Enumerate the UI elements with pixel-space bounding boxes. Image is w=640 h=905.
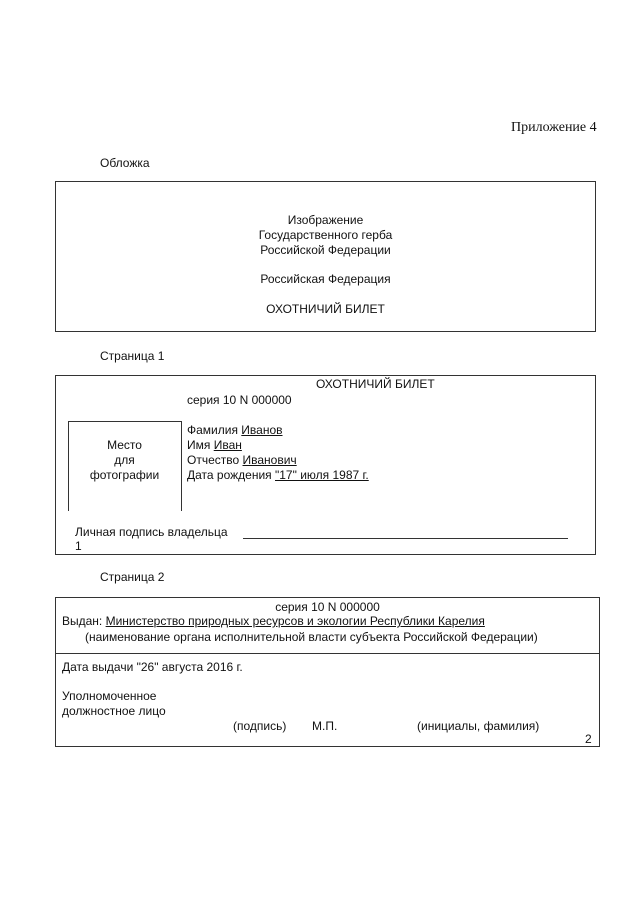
patronymic-value: Иванович [242,453,297,467]
patronymic-label: Отчество [187,453,240,467]
signature-label: Личная подпись владельца [75,525,228,539]
emblem-line-2: Государственного герба [258,228,393,242]
page2-series: серия 10 N 000000 [275,600,380,614]
stamp-caption: М.П. [312,719,338,733]
name-caption: (инициалы, фамилия) [417,719,540,733]
signature-line [243,538,568,539]
name-value: Иван [213,438,242,452]
issued-caption: (наименование органа исполнительной власти субъекта Российской Федерации) [85,630,538,644]
surname-label: Фамилия [187,423,238,437]
official-line-1: Уполномоченное [62,689,157,703]
signature-caption: (подпись) [233,719,287,733]
name-label: Имя [187,438,211,452]
cover-section-label: Обложка [100,156,150,170]
issue-date: Дата выдачи "26" августа 2016 г. [62,660,243,674]
page2-divider [56,653,599,654]
surname-value: Иванов [241,423,283,437]
cover-title: ОХОТНИЧИЙ БИЛЕТ [266,302,385,316]
page1-number: 1 [75,539,82,553]
dob-value: "17" июля 1987 г. [275,468,369,482]
photo-line-2: для [114,453,135,467]
dob-label: Дата рождения [187,468,272,482]
page1-series: серия 10 N 000000 [187,393,292,407]
dob-row [187,468,369,483]
name-row [187,438,242,453]
patronymic-row [187,453,297,468]
photo-line-3: фотографии [89,468,160,482]
surname-row [187,423,283,438]
cover-country: Российская Федерация [260,272,391,286]
issued-row [62,614,485,629]
page1-section-label: Страница 1 [100,349,165,363]
page2-section-label: Страница 2 [100,570,165,584]
photo-box-right [181,421,182,511]
photo-box-top [68,421,181,422]
page1-box [55,375,596,555]
cover-box [55,181,596,332]
page1-title: ОХОТНИЧИЙ БИЛЕТ [316,377,435,391]
page2-number: 2 [585,732,592,746]
emblem-line-1: Изображение [287,213,364,227]
page2-box [55,597,600,747]
appendix-label: Приложение 4 [511,120,597,135]
photo-line-1: Место [107,438,142,452]
issued-label: Выдан: [62,614,103,628]
issued-by: Министерство природных ресурсов и экологии Республики Карелия [105,614,485,628]
official-line-2: должностное лицо [62,704,166,718]
emblem-line-3: Российской Федерации [260,243,391,257]
